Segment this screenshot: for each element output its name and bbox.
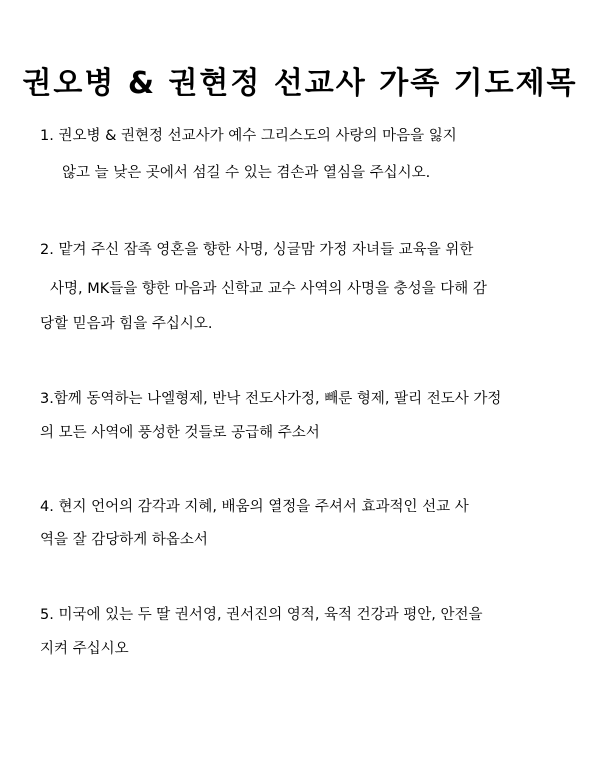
prayer-item-2-line-1: 2. 맡겨 주신 잠족 영혼을 향한 사명, 싱글맘 가정 자녀들 교육을 위한	[40, 242, 474, 258]
prayer-item-1-line-2: 않고 늘 낮은 곳에서 섬길 수 있는 겸손과 열심을 주십시오.	[62, 165, 431, 181]
prayer-item-2-line-2: 사명, MK들을 향한 마음과 신학교 교수 사역의 사명을 충성을 다해 감	[50, 281, 487, 297]
prayer-item-4-line-2: 역을 잘 감당하게 하옵소서	[40, 532, 208, 548]
prayer-item-4-line-1: 4. 현지 언어의 감각과 지혜, 배움의 열정을 주셔서 효과적인 선교 사	[40, 499, 469, 515]
page-title: 권오병 & 권현정 선교사 가족 기도제목	[22, 66, 578, 101]
prayer-item-5-line-2: 지켜 주십시오	[40, 641, 129, 657]
prayer-item-3-line-2: 의 모든 사역에 풍성한 것들로 공급해 주소서	[40, 425, 320, 441]
prayer-item-2-line-3: 당할 믿음과 힘을 주십시오.	[40, 316, 213, 332]
prayer-item-5-line-1: 5. 미국에 있는 두 딸 권서영, 권서진의 영적, 육적 건강과 평안, 안전을	[40, 607, 483, 623]
prayer-item-1-line-1: 1. 권오병 & 권현정 선교사가 예수 그리스도의 사랑의 마음을 잃지	[40, 128, 457, 144]
prayer-item-3-line-1: 3.함께 동역하는 나엘형제, 반낙 전도사가정, 빼룬 형제, 팔리 전도사 가정	[40, 391, 502, 407]
